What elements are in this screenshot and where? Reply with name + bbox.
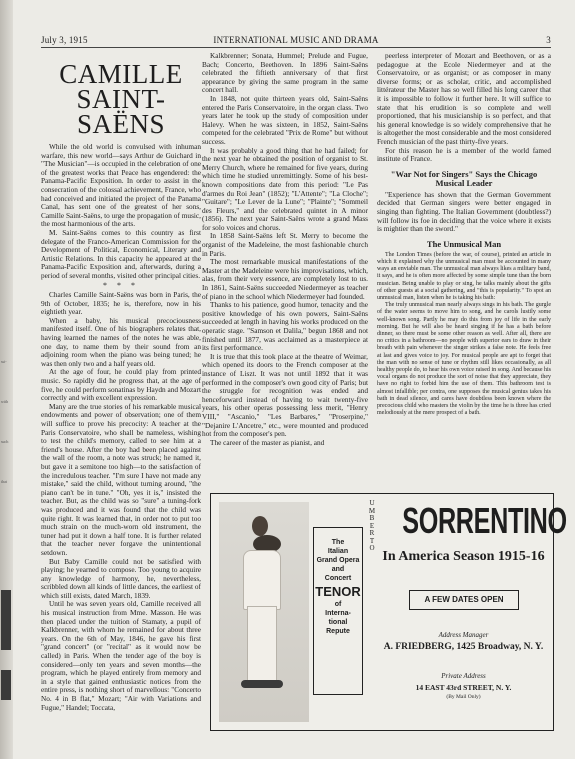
private-address-note: (By Mail Only): [446, 694, 481, 700]
paragraph: When a baby, his musical precociousness manifested itself. One of his biographers relates that, having learned the names of the notes he was able, one day, to name them by their sound from an adjoining room when the piano was being tuned; he was then only two and a half years old.: [41, 315, 201, 368]
article-title-line-1: CAMILLE: [59, 59, 183, 89]
dates-open-box: A FEW DATES OPEN: [409, 590, 519, 610]
paragraph: It was probably a good thing that he had failed; for the next year he obtained the position of organist to St. Merry Church, where he remained for five years, during which time he studied unremittingly. Some of his best-known compositions date from this period: "Le Pas d'armes du Roi Jean" (1852); "L'Attente"; "La Cloche"; "Guitare"; "Le Lever de la Lune"; "Plainte"; "Sommeil des Fleurs," and the celebrated quintet in A minor (1856). The next year Saint-Saëns wrote a grand Mass for solo voices and chorus.: [202, 145, 368, 232]
paragraph: For this reason he is a member of the world famed institute of France.: [377, 145, 551, 164]
paragraph: Charles Camille Saint-Saëns was born in Paris, the 9th of October, 1835; he is, therefore, now in his eightieth year.: [41, 290, 201, 317]
unmusical-paragraph: The London Times (before the war, of course), printed an article in which it explained why the unmusical man must be accounted in many ways an enviable man. The unmusical man always likes a military band, it says, and he is often more affected by some simple tune than the born musician. Being unable to play or sing, he talks mainly about the gifts of other guests at a social gathering, and "this is popularity." To spot an unmusical man, listen when he is taking his bath:: [377, 251, 551, 301]
first-name-letter: M: [368, 506, 376, 515]
ad-surname: SORRENTINO: [402, 500, 567, 541]
manager-label: Address Manager: [438, 631, 489, 639]
paragraph: In 1858 Saint-Saëns left St. Merry to become the organist of the Madeleine, the most fashionable church in Paris.: [202, 231, 368, 258]
paragraph: Thanks to his patience, good humor, tenacity and the positive knowledge of his own powers, Saint-Saëns succeeded at length in having his works produced on the operatic stage. "Samson et Dalila," begun 1868 and not finished until 1877, was acclaimed as a masterpiece at its first performance.: [202, 300, 368, 353]
private-address: 14 EAST 43rd STREET, N. Y.: [415, 683, 512, 692]
ad-season: In America Season 1915-16: [382, 549, 545, 564]
manager-address: A. FRIEDBERG, 1425 Broadway, N. Y.: [383, 642, 544, 652]
paragraph: The most remarkable musical manifestations of the Master at the Madeleine were his improvisations, which, alas, from their very essence, are completely lost to us. In 1861, Saint-Saëns succeeded Niedermeyer as teacher of piano in the school which Niedermeyer had founded.: [202, 257, 368, 301]
caption-line: The: [331, 539, 345, 546]
column-2: [202, 52, 368, 447]
paragraph: The career of the master as pianist, and: [210, 437, 325, 447]
caption-line: tional: [328, 619, 348, 626]
singers-paragraph: "Experience has shown that the German Government decided that German singers were better engaged in singing than fighting. The Italian Government (doubtless?) will follow its foe in deciding that the voice where it exists is mightier than the sword.": [377, 189, 551, 234]
paragraph: But Baby Camille could not be satisfied with playing; he yearned to compose. Too young to acquire any knowledge of harmony, he, nevertheless, scribbled down all kinds of little dances, the earliest of which still exists, dated March, 1839.: [41, 556, 201, 600]
first-name-letter: R: [369, 529, 375, 537]
header-rule: [41, 47, 551, 48]
paragraph: In 1848, not quite thirteen years old, Saint-Saëns entered the Paris Conservatoire, in the organ class. Two years later he took up the study of composition under Halevy. When he was sixteen, in 1852, Saint-Saëns competed for the celebrated "Prix de Rome" but without success.: [202, 93, 368, 146]
unmusical-heading: The Unmusical Man: [426, 238, 502, 249]
caption-line: Italian: [327, 548, 349, 555]
portrait-head: [252, 516, 268, 536]
paragraph: M. Saint-Saëns comes to this country as first delegate of the Franco-American Commission for the Development of Political, Economical, Literary and Artistic Relations. In this capacity he appeared at the Panama-Pacific Exposition and, afterwards, during a period of several months, visited other principal cities.: [41, 227, 201, 280]
first-name-letter: E: [369, 521, 375, 530]
tenor-portrait-photo: [219, 502, 309, 722]
paragraph: While the old world is convulsed with inhuman warfare, this new world—says Arthur de Guichard in "The Musician"—is occupied in the celebration of one of the greatest works that Peace has engendered: the Panama-Pacific Exposition. In order to assist in the consecration of the colossal achievement, France, who had conceived and initiated the project of the Panama Canal, has sent one of the greatest of her sons, Camille Saint-Saëns, to urge the propagation of music, the most harmonious of the arts.: [41, 142, 201, 229]
ad-caption-box: [313, 527, 363, 695]
first-name-letter: T: [369, 536, 375, 545]
caption-line: Repute: [326, 628, 350, 635]
paragraph: Until he was seven years old, Camille received all his musical instruction from Mme. Masson. He was then placed under the tuition of Stamaty, a pupil of Kalkbrenner, with whom he remained for about three years. On the 6th of May, 1846, he gave his first "grand concert" (or "recital" as it would now be called) in Paris. When the tender age of the boy is considered—only ten years and seven months—the program, which he played entirely from memory and in a style that gained enthusiastic notices from the entire press, is nothing short of marvellous: "Concerto No. 4 in B flat," Mozart; "Air with Variations and Fugue," Handel; Toccata,: [41, 599, 201, 712]
caption-line: Concert: [324, 575, 352, 582]
paragraph: At the age of four, he could play from printed music. So rapidly did he progress that, at the age of five, he could perform sonatinas by Haydn and Mozart correctly and with excellent expression.: [41, 367, 201, 403]
private-address-label: Private Address: [441, 672, 486, 680]
column-3: [377, 52, 551, 417]
sorrentino-advertisement: [210, 493, 567, 731]
column-1: [41, 52, 201, 712]
publication-title: INTERNATIONAL MUSIC AND DRAMA: [213, 35, 379, 45]
article-title-line-2: SAINT-SAËNS: [76, 84, 166, 139]
portrait-legs: [247, 606, 277, 684]
paragraph: It is true that this took place at the theatre of Weimar, which opened its doors to the French composer at the instance of Liszt. It was not until 1892 that it was performed in the composer's own good city of Paris; but the struggle for recognition was ended and henceforward instead of having to wait twenty-five years, his other operas possessing less merit, "Henry VIII," "Ascanio," "Les Barbares," "Proserpine," "Dejanire L'Ancetre," etc., were mounted and produced hot from the composer's pen.: [202, 351, 368, 439]
first-name-letter: O: [369, 544, 375, 552]
article-title: [41, 59, 201, 139]
portrait-costume: [243, 550, 281, 610]
first-name-letter: U: [369, 499, 375, 507]
section-separator: * * *: [103, 280, 139, 290]
paragraph: Many are the true stories of his remarkable musical endowments and power of observation; one of them will suffice to prove his precocity: A teacher at the Paris Conservatoire, who shall be nameless, wishing to test the child's memory, called to see him at a friend's house. After the boy had been placed against the wall of the room, a note was struck; he named it, but gave it a semitone too high—to the satisfaction of the incredulous teacher. "I'm sure I have not made any mistake," said the child, without turning around, "the piano can't be in tune." "Oh, yes it is," insisted the teacher. But, as the child was so "sure" a tuning-fork was produced and it was found that the child was quite right. It was learned that, in order not to put too much strain on the much-worn old instrument, the tuner had put it down a half tone. It is further related that the teacher never forgave the unintentional setdown.: [41, 401, 201, 557]
singers-heading: "War Not for Singers" Says the Chicago Musical Leader: [390, 168, 538, 188]
caption-line: Grand Opera: [316, 557, 360, 564]
portrait-feet: [241, 680, 283, 688]
first-name-letter: B: [369, 514, 375, 522]
issue-date: July 3, 1915: [41, 35, 88, 45]
unmusical-paragraph: The truly unmusical man nearly always sings in his bath. The gurgle of the water seems to move him to song, and he carols lustily some well-known song. Partly he may do this from joy of life in the early morning. But he will also be heard singing if he has a bath before dinner, so there must be some other reason as well. After all, there are no critics in a bathroom—no people with superior ears to draw in their breath with pain whenever the singer strikes a false note. He feels free at last and gives voice to joy. For musical people are apt to forget that the man with no sense of tune or rhythm still likes occasionally, as all healthy people do, to hear his own voice raised in song. And because his vocal organs do not produce the sort of noise that they appreciate, they have no right to forbid him the use of them. This bathroom test is almost infallible; per contra, one supposes the musical genius takes his bath in dead silence, and cares have doubtless been known where the precocious child who masters the violin by the time he is three has cried melodiously at the mere prospect of a bath.: [377, 302, 551, 417]
adjacent-page-edge: ssi- with such that: [0, 0, 13, 759]
caption-line: of: [334, 601, 342, 608]
first-name-vertical: [368, 500, 376, 553]
page-number: 3: [546, 35, 551, 45]
paragraph: Kalkbrenner; Sonata, Hummel; Prelude and Fugue, Bach; Concerto, Beethoven. In 1896 Saint-Saëns celebrated the fiftieth anniversary of that first appearance by giving the same program in the same concert hall.: [202, 51, 368, 95]
magazine-page: [14, 0, 575, 759]
caption-line: and: [331, 566, 345, 573]
paragraph: peerless interpreter of Mozart and Beethoven, or as a pedagogue at the Ecole Niedermeyer and at the Conservatoire, or as organist; or as composer in many diverse forms; or as scholar, critic, and accomplished littérateur the Master has so well filled his long career that it is impossible to follow it further here. It will suffice to state that his erudition is so complete and well proportioned, that his musicianship is so perfect, and that his general knowledge is so widely comprehensive that he is altogether the most considerable and the most considered French musician of the past thirty-five years.: [377, 51, 551, 146]
caption-voice: TENOR: [315, 584, 361, 599]
caption-line: Interna-: [325, 610, 351, 617]
